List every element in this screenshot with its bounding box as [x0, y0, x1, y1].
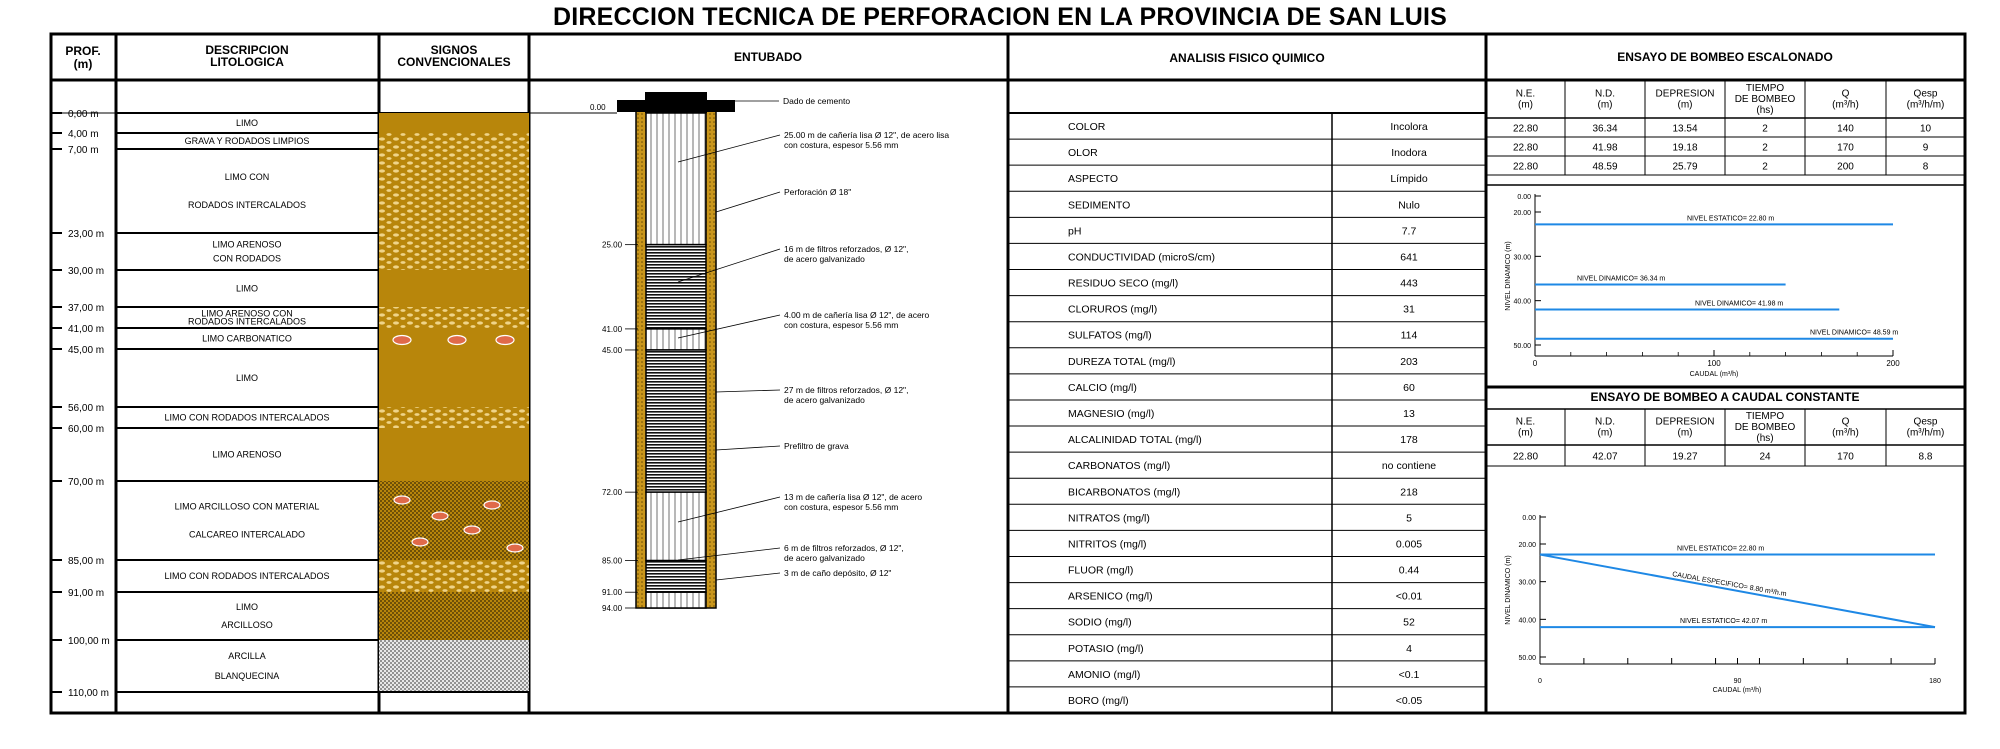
pump-col-header: (m): [1518, 99, 1533, 111]
pump-col-header: (m³/h/m): [1906, 99, 1945, 111]
casing-note: con costura, espesor 5.56 mm: [784, 502, 899, 512]
pump-col-header: (m³/h/m): [1906, 427, 1945, 439]
chart2-specific-label: CAUDAL ESPECIFICO= 8.80 m³/h.m: [1671, 571, 1787, 599]
lithology-desc: LIMO ARENOSO: [212, 449, 282, 460]
lithology-desc-2: CALCAREO INTERCALADO: [188, 529, 306, 540]
pump-col-header: (m): [1597, 427, 1613, 439]
lithology-desc: LIMO: [235, 601, 259, 612]
chart1-xlabel: CAUDAL (m³/h): [1689, 371, 1739, 378]
lithology-desc: GRAVA Y RODADOS LIMPIOS: [184, 136, 310, 146]
chart2-ytick-label: 20.00: [1518, 542, 1536, 549]
pump-col-header: Q: [1841, 416, 1850, 428]
lithology-desc-2: RODADOS INTERCALADOS: [187, 316, 307, 327]
casing-depth: 41.00: [602, 324, 623, 334]
chart1-ylabel: NIVEL DINAMICO (m): [1505, 241, 1512, 311]
depth-label: 41,00 m: [68, 324, 105, 335]
lithology-desc: ARCILLA: [228, 651, 266, 661]
lithology-symbol: [379, 270, 529, 307]
chart1-level-label: NIVEL DINAMICO= 41.98 m: [1695, 300, 1784, 308]
casing-note: con costura, espesor 5.56 mm: [784, 320, 899, 330]
chart1-xtick-label: 100: [1707, 359, 1721, 368]
pump-cell: 22.80: [1512, 142, 1539, 154]
analisis-header: ANALISIS FISICO QUIMICO: [1169, 51, 1325, 65]
pump-col-header: TIEMPO: [1745, 83, 1785, 94]
lithology-desc-2: CON RODADOS: [212, 253, 282, 264]
calcareous-symbol: [432, 512, 448, 520]
analysis-value: 443: [1400, 277, 1418, 290]
analysis-value: <0.05: [1395, 694, 1423, 707]
casing-note: 27 m de filtros reforzados, Ø 12",: [784, 385, 909, 395]
analysis-param: DUREZA TOTAL (mg/l): [1068, 355, 1176, 368]
analysis-param: CARBONATOS (mg/l): [1068, 460, 1171, 473]
pump-cell: 200: [1837, 161, 1854, 173]
depth-label: 60,00 m: [68, 424, 105, 435]
casing-note: con costura, espesor 5.56 mm: [784, 140, 899, 150]
casing-note: 16 m de filtros reforzados, Ø 12",: [784, 244, 909, 254]
lithology-desc: LIMO ARCILLOSO CON MATERIAL: [174, 501, 320, 512]
pump-col-header: DE BOMBEO: [1734, 422, 1796, 433]
analysis-value: 114: [1400, 329, 1418, 342]
lithology-symbol: [379, 428, 529, 481]
analysis-param: BICARBONATOS (mg/l): [1068, 486, 1181, 499]
casing-depth: 91.00: [602, 588, 623, 598]
lithology-desc-2: RODADOS INTERCALADOS: [187, 200, 307, 210]
casing-pipe: [646, 592, 706, 608]
casing-depth: 94.00: [602, 604, 623, 613]
pump-cell: 42.07: [1592, 451, 1618, 463]
casing-pipe: [646, 113, 706, 245]
analysis-value: Nulo: [1398, 199, 1420, 212]
depth-label: 85,00 m: [68, 556, 105, 567]
callout-line: [716, 446, 780, 450]
analysis-param: SULFATOS (mg/l): [1068, 329, 1152, 342]
analysis-param: ASPECTO: [1068, 173, 1118, 186]
pump-cell: 41.98: [1592, 142, 1618, 154]
analysis-param: MAGNESIO (mg/l): [1068, 408, 1155, 420]
casing-pipe: [646, 492, 706, 560]
chart2-ytick-label: 40.00: [1518, 617, 1536, 625]
pump-cell: 13.54: [1672, 123, 1698, 135]
chart2-xtick-label: 90: [1733, 678, 1742, 685]
pump-col-header: DE BOMBEO: [1734, 94, 1796, 105]
pump-cell: 8.8: [1918, 451, 1933, 463]
callout-line: [716, 192, 780, 212]
casing-depth: 45.00: [602, 345, 623, 355]
carbonate-symbol: [496, 336, 514, 345]
callout-line: [716, 390, 780, 392]
pump-cell: 22.80: [1512, 451, 1539, 463]
analysis-value: 178: [1400, 434, 1418, 447]
pump-col-header: (m³/h): [1832, 427, 1859, 439]
pump-col-header: TIEMPO: [1745, 411, 1785, 422]
analysis-param: pH: [1068, 225, 1082, 238]
calcareous-symbol: [394, 496, 410, 504]
calcareous-symbol: [412, 538, 428, 546]
chart1-level-label: NIVEL DINAMICO= 36.34 m: [1577, 275, 1666, 283]
pump-cell: 19.18: [1672, 142, 1698, 154]
pump-cell: 22.80: [1512, 123, 1539, 135]
lithology-symbol: [379, 349, 529, 407]
chart1-ytick-label: 50.00: [1513, 343, 1531, 350]
signos-header: SIGNOS: [430, 43, 478, 57]
lithology-desc: LIMO: [235, 283, 259, 294]
analysis-param: AMONIO (mg/l): [1068, 668, 1141, 681]
lithology-symbol: [379, 592, 529, 640]
chart2-dynamic-label: NIVEL ESTATICO= 42.07 m: [1680, 618, 1768, 626]
pump-col-header: N.D.: [1595, 416, 1615, 428]
casing-note: de acero galvanizado: [784, 254, 865, 264]
calcareous-symbol: [507, 544, 523, 552]
lithology-desc: LIMO CON RODADOS INTERCALADOS: [164, 412, 330, 423]
pump-col-header: Qesp: [1913, 416, 1938, 428]
casing-screen: [646, 561, 706, 593]
lithology-desc: LIMO: [235, 118, 259, 128]
casing-depth: 25.00: [602, 240, 623, 250]
pump-cell: 10: [1919, 123, 1932, 135]
chart1-ytick-label: 0.00: [1517, 194, 1531, 201]
pump-col-header: (m): [1597, 99, 1613, 111]
analysis-value: 218: [1400, 486, 1418, 499]
analysis-param: NITRATOS (mg/l): [1068, 512, 1150, 525]
chart2-xtick-label: 180: [1929, 678, 1941, 685]
chart2-ytick-label: 30.00: [1518, 579, 1536, 587]
pump-col-header: (hs): [1756, 433, 1774, 444]
pump-col-header: (m³/h): [1832, 99, 1859, 111]
chart1-ytick-label: 40.00: [1513, 298, 1531, 306]
lithology-desc: LIMO CON RODADOS INTERCALADOS: [164, 571, 330, 581]
pump-cell: 140: [1837, 123, 1854, 135]
calcareous-symbol: [464, 526, 480, 534]
pump-cell: 24: [1759, 451, 1771, 463]
analysis-param: BORO (mg/l): [1068, 694, 1129, 707]
casing-depth: 72.00: [602, 488, 623, 498]
pump-cell: 170: [1837, 142, 1854, 154]
chart2-specific-line: [1540, 555, 1935, 628]
analysis-value: 4: [1406, 642, 1412, 655]
callout-line: [716, 573, 780, 580]
chart2-ytick-label: 50.00: [1518, 655, 1536, 662]
analysis-value: 60: [1403, 381, 1415, 394]
lithology-desc: LIMO CON: [224, 172, 270, 182]
lithology-symbol: [379, 149, 529, 233]
analysis-value: 203: [1400, 355, 1418, 368]
depth-label: 23,00 m: [68, 229, 105, 240]
pump-cell: 2: [1762, 123, 1768, 135]
chart1-level-label: NIVEL DINAMICO= 48.59 m: [1810, 329, 1899, 337]
analysis-param: FLUOR (mg/l): [1068, 564, 1134, 577]
analysis-param: ARSENICO (mg/l): [1068, 590, 1153, 603]
chart1-level-label: NIVEL ESTATICO= 22.80 m: [1687, 215, 1775, 223]
casing-pipe: [646, 329, 706, 350]
chart2-ytick-label: 0.00: [1522, 515, 1536, 522]
lithology-symbol: [379, 133, 529, 149]
lithology-symbol: [379, 307, 529, 328]
chart2-xlabel: CAUDAL (m³/h): [1712, 687, 1762, 694]
lithology-symbol: [379, 640, 529, 692]
pump-col-header: DEPRESION: [1655, 416, 1715, 428]
pump-col-header: Q: [1841, 88, 1850, 100]
lithology-symbol: [379, 233, 529, 270]
chart2-static-label: NIVEL ESTATICO= 22.80 m: [1677, 545, 1765, 553]
analysis-param: COLOR: [1068, 121, 1106, 134]
pump-cell: 8: [1922, 161, 1929, 173]
pump-col-header: DEPRESION: [1655, 88, 1715, 100]
casing-note: Dado de cemento: [783, 96, 851, 106]
lithology-desc: LIMO ARENOSO CON: [201, 308, 293, 319]
lithology-desc-2: BLANQUECINA: [214, 671, 280, 681]
chart1-xtick-label: 0: [1532, 359, 1538, 368]
pump-col-header: N.E.: [1515, 416, 1536, 428]
lithology-desc: LIMO ARENOSO: [212, 239, 282, 250]
prof-header-unit: (m): [73, 57, 93, 71]
analysis-value: <0.1: [1398, 668, 1420, 681]
lithology-symbol: [379, 407, 529, 428]
chart1-ytick-label: 20.00: [1513, 210, 1531, 217]
page-title: DIRECCION TECNICA DE PERFORACION EN LA PROVINCIA DE SAN LUIS: [553, 3, 1447, 31]
casing-note: 13 m de cañería lisa Ø 12", de acero: [784, 492, 923, 502]
calcareous-symbol: [484, 501, 500, 509]
casing-note: 4.00 m de cañería lisa Ø 12", de acero: [784, 310, 930, 320]
analysis-value: 5: [1406, 512, 1412, 525]
casing-note: de acero galvanizado: [784, 553, 865, 563]
lithology-desc: LIMO: [235, 373, 259, 383]
desc-header-2: LITOLOGICA: [210, 55, 284, 69]
casing-screen: [646, 350, 706, 492]
lithology-symbol: [379, 113, 529, 133]
ensayo2-header: ENSAYO DE BOMBEO A CAUDAL CONSTANTE: [1590, 390, 1860, 404]
depth-label: 7,00 m: [68, 145, 99, 156]
casing-depth: 85.00: [602, 556, 623, 566]
analysis-param: CLORUROS (mg/l): [1068, 303, 1158, 316]
pump-cell: 170: [1837, 451, 1854, 463]
depth-label: 45,00 m: [68, 345, 105, 356]
depth-label: 91,00 m: [68, 588, 105, 599]
analysis-param: CONDUCTIVIDAD (microS/cm): [1068, 251, 1215, 264]
pump-col-header: (m): [1677, 99, 1693, 111]
ensayo1-header: ENSAYO DE BOMBEO ESCALONADO: [1617, 50, 1833, 64]
analysis-param: RESIDUO SECO (mg/l): [1068, 277, 1179, 290]
depth-label: 70,00 m: [68, 477, 105, 488]
analysis-param: POTASIO (mg/l): [1068, 642, 1144, 655]
desc-header: DESCRIPCION: [205, 43, 289, 57]
pump-cell: 9: [1922, 142, 1929, 154]
chart2-ylabel: NIVEL DINAMICO (m): [1505, 555, 1512, 625]
carbonate-symbol: [393, 336, 411, 345]
analysis-value: 31: [1403, 303, 1415, 316]
prof-header: PROF.: [65, 44, 101, 58]
analysis-value: 13: [1403, 408, 1415, 420]
depth-label: 30,00 m: [68, 266, 105, 277]
entubado-header: ENTUBADO: [734, 50, 802, 64]
depth-label: 100,00 m: [68, 636, 110, 647]
analysis-value: Límpido: [1390, 173, 1428, 186]
pump-cell: 36.34: [1592, 123, 1618, 135]
signos-header-2: CONVENCIONALES: [397, 55, 511, 69]
depth-label: 110,00 m: [68, 688, 109, 699]
analysis-param: OLOR: [1068, 147, 1098, 160]
analysis-param: NITRITOS (mg/l): [1068, 538, 1147, 551]
analysis-param: SODIO (mg/l): [1068, 616, 1132, 629]
chart1-ytick-label: 30.00: [1513, 254, 1531, 262]
pump-col-header: (m): [1677, 427, 1693, 439]
analysis-param: ALCALINIDAD TOTAL (mg/l): [1068, 434, 1202, 447]
cement-collar: [645, 92, 707, 113]
analysis-value: <0.01: [1395, 590, 1423, 603]
pump-cell: 48.59: [1592, 161, 1618, 173]
casing-note: de acero galvanizado: [784, 395, 865, 405]
analysis-value: 0.44: [1398, 564, 1420, 577]
pump-cell: 2: [1762, 142, 1768, 154]
lithology-symbol: [379, 560, 529, 592]
lithology-desc: LIMO CARBONATICO: [202, 333, 292, 344]
pump-cell: 2: [1762, 161, 1768, 173]
analysis-value: 7.7: [1401, 225, 1417, 238]
casing-note: Prefiltro de grava: [784, 441, 849, 451]
depth-label: 4,00 m: [68, 129, 99, 140]
depth-label: 37,00 m: [68, 303, 105, 314]
chart1-xtick-label: 200: [1886, 359, 1900, 368]
pump-cell: 19.27: [1672, 451, 1698, 463]
pump-col-header: Qesp: [1913, 88, 1938, 100]
pump-col-header: (m): [1518, 427, 1533, 439]
pump-cell: 22.80: [1512, 161, 1539, 173]
analysis-value: Incolora: [1390, 121, 1428, 134]
casing-note: 25.00 m de cañería lisa Ø 12", de acero lisa: [784, 130, 950, 140]
analysis-param: CALCIO (mg/l): [1068, 381, 1137, 394]
casing-note: 6 m de filtros reforzados, Ø 12",: [784, 543, 904, 553]
casing-note: Perforación Ø 18": [784, 187, 852, 197]
depth-label: 56,00 m: [68, 403, 105, 414]
pump-col-header: N.E.: [1515, 88, 1536, 100]
carbonate-symbol: [448, 336, 466, 345]
analysis-value: 641: [1400, 251, 1418, 264]
analysis-value: no contiene: [1381, 460, 1437, 473]
lithology-desc-2: ARCILLOSO: [221, 620, 273, 631]
casing-note: 3 m de caño depósito, Ø 12": [784, 568, 892, 578]
depth-label: 0,00 m: [68, 109, 99, 120]
pump-cell: 25.79: [1672, 161, 1698, 173]
analysis-value: Inodora: [1391, 147, 1427, 160]
casing-depth: 0.00: [590, 103, 606, 112]
chart2-xtick-label: 0: [1538, 678, 1542, 685]
analysis-value: 0.005: [1395, 538, 1423, 551]
pump-col-header: N.D.: [1595, 88, 1615, 100]
analysis-value: 52: [1403, 616, 1415, 629]
pump-col-header: (hs): [1756, 105, 1774, 116]
casing-screen: [646, 245, 706, 329]
analysis-param: SEDIMENTO: [1068, 199, 1131, 212]
